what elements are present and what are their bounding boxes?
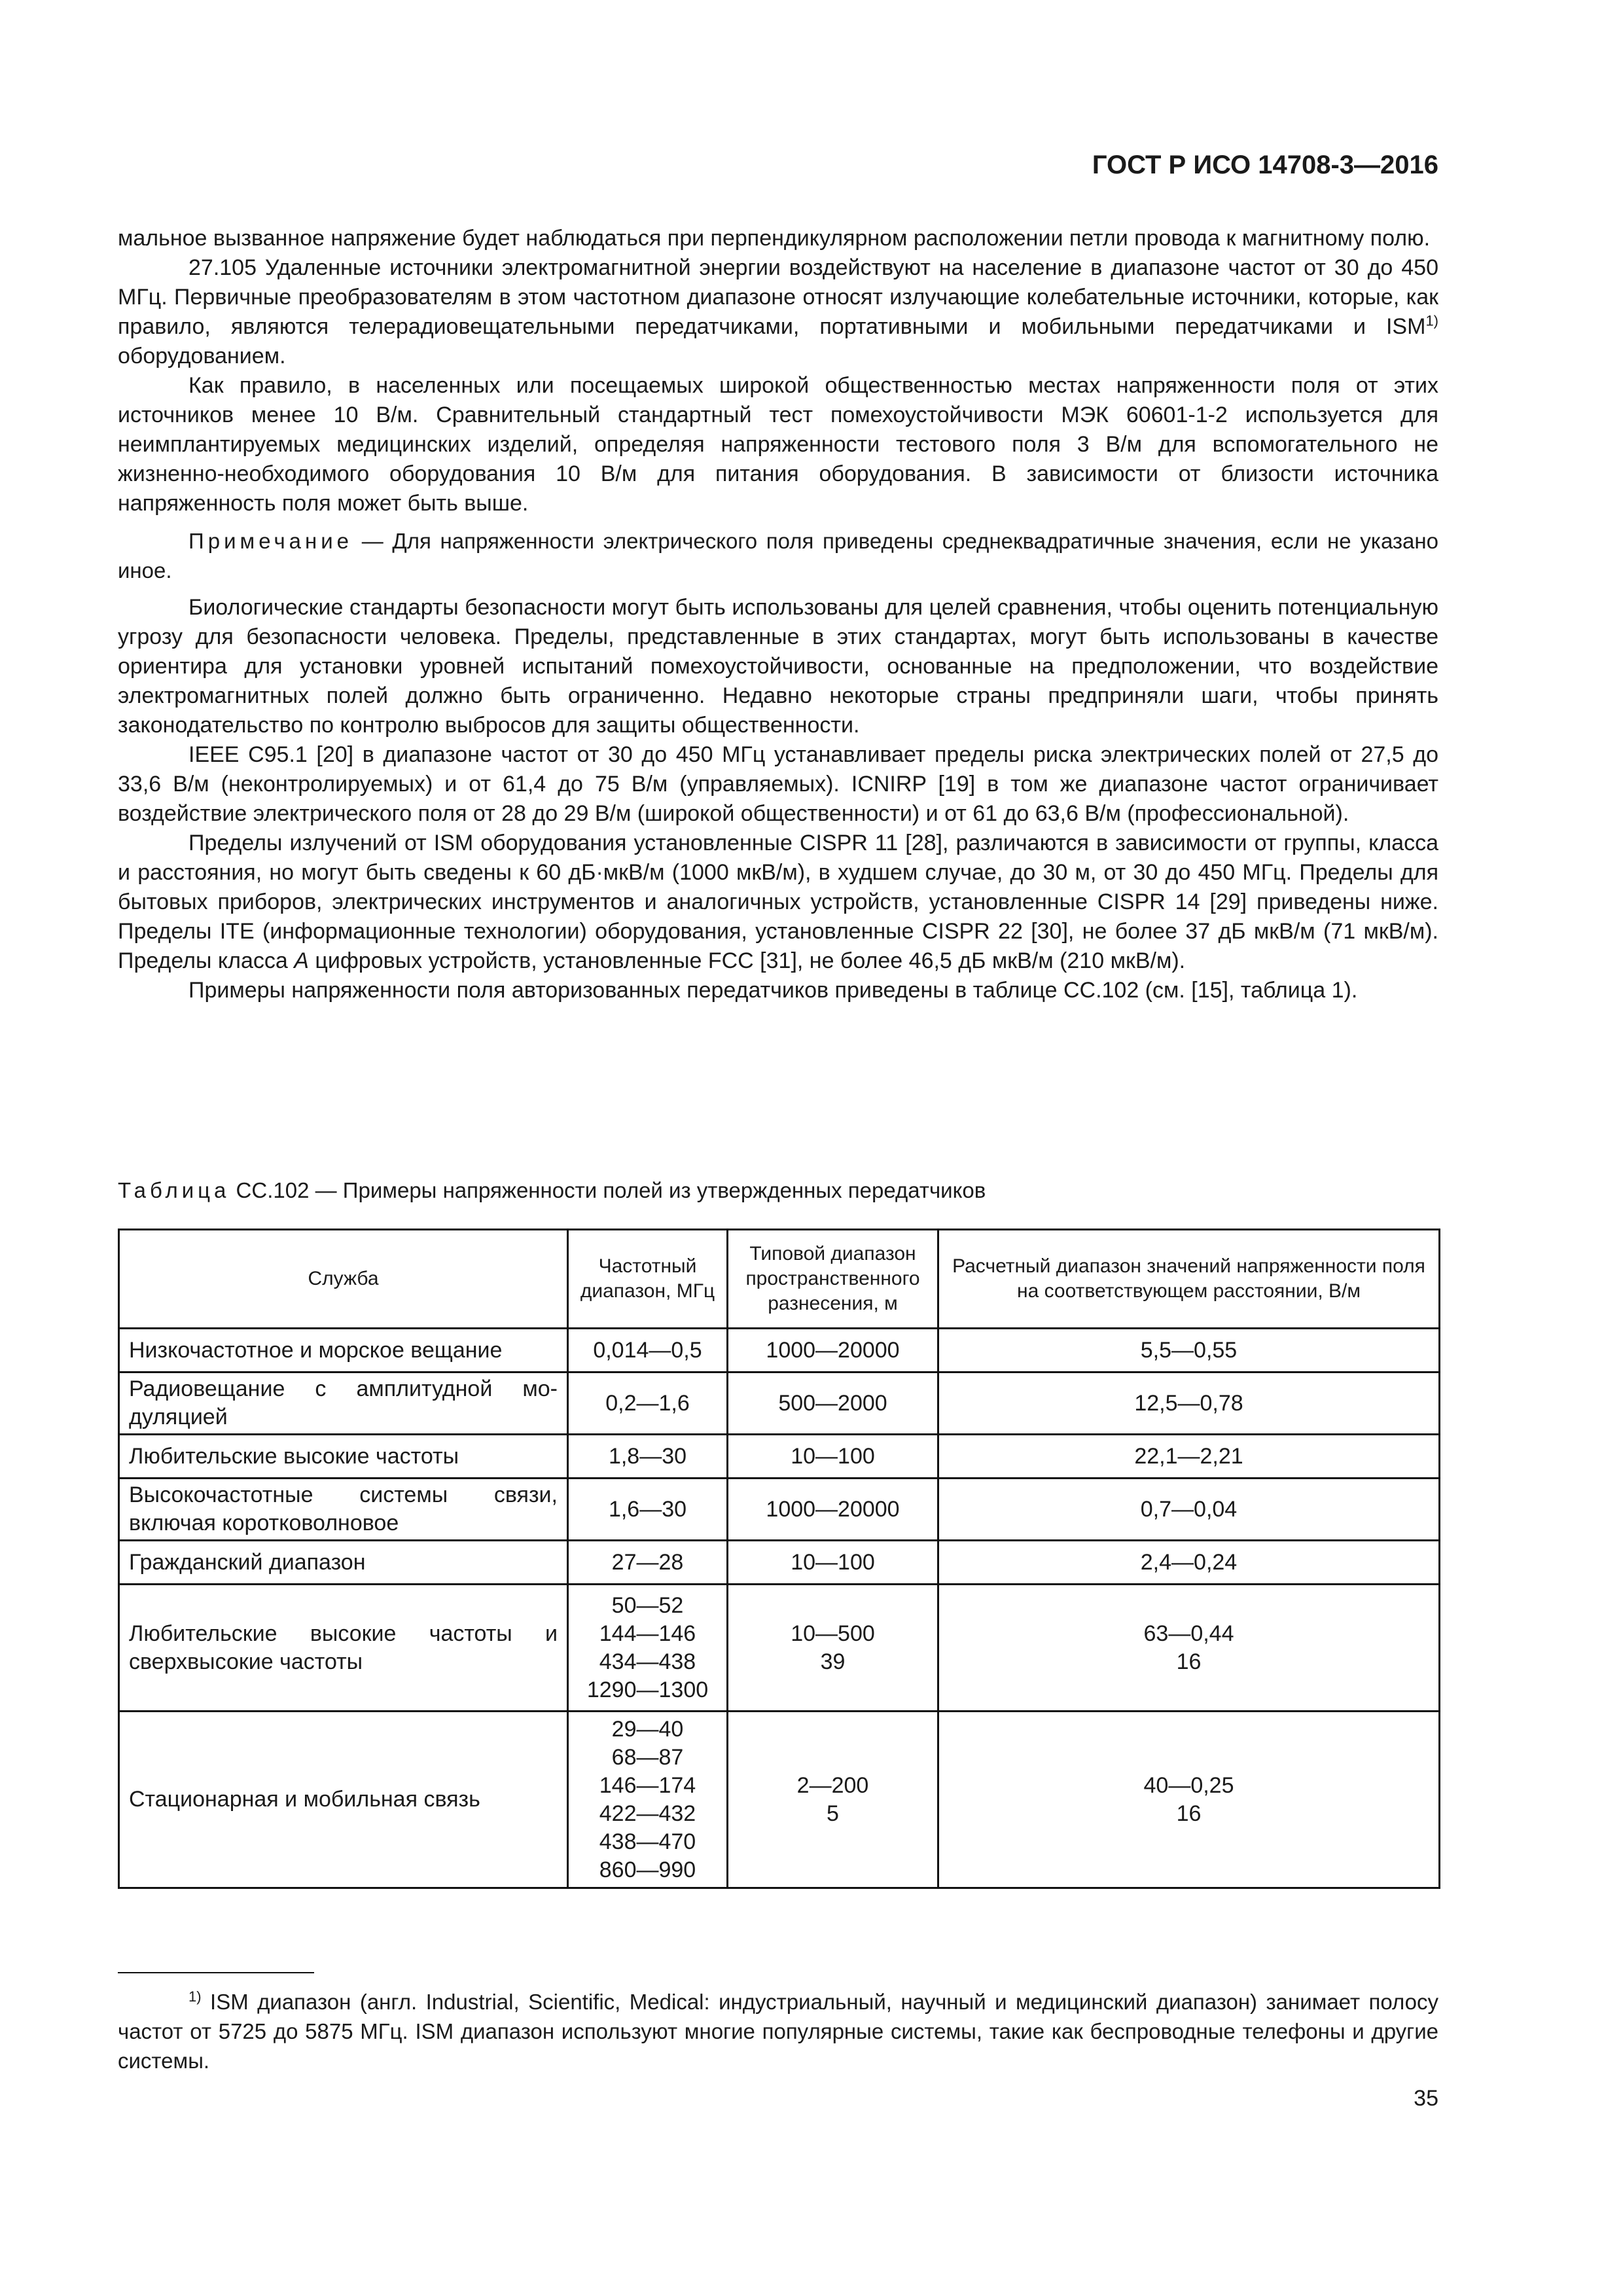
cell-value: 40—0,25 xyxy=(1143,1772,1234,1798)
cell-field xyxy=(938,1372,1440,1435)
cell-frequency xyxy=(568,1585,728,1712)
cell-field xyxy=(938,1541,1440,1585)
paragraph-ieee: IEEE C95.1 [20] в диапазоне частот от 30 до 450 МГц устанавливает пределы риска электрических полей от 27,5 до 33,6 В/м (неконтролируемых) и от 61,4 до 75 В/м (управляемых). ICNIRP [19] в том же диапазоне частот ограничивает воздействие электрического поля от 28 до 29 В/м (широкой общественности) и от 61 до 63,6 В/м (профессиональной). xyxy=(118,742,1438,826)
table-caption-text: CC.102 — Примеры напряженности полей из утвержденных передатчиков xyxy=(230,1178,986,1202)
footnote xyxy=(118,1987,1438,2075)
cell-value: 39 xyxy=(820,1649,846,1674)
cell-field xyxy=(938,1435,1440,1479)
header-distance: Типовой диапазон пространственного разнесения, м xyxy=(728,1230,938,1329)
paragraph-table-reference: Примеры напряженности поля авторизованных передатчиков приведены в таблице CC.102 (см. [15], таблица 1). xyxy=(188,978,1358,1003)
page-number: 35 xyxy=(1414,2086,1438,2111)
cell-frequency xyxy=(568,1712,728,1888)
cell-distance xyxy=(728,1585,938,1712)
cell-distance xyxy=(728,1479,938,1541)
cell-value: 1,8—30 xyxy=(608,1443,687,1469)
cell-service: Любительские высокие частоты xyxy=(119,1435,568,1479)
cell-field xyxy=(938,1712,1440,1888)
cell-value: 2,4—0,24 xyxy=(1140,1549,1238,1575)
cell-value: 1000—20000 xyxy=(766,1337,900,1363)
table-caption xyxy=(118,1175,1438,1205)
paragraph-field-levels: Как правило, в населенных или посещаемых широкой общественностью местах напряженности поля от этих источников менее 10 В/м. Сравнительный стандартный тест помехоустойчивости МЭК 60601-1-2 используется для неимплантируемых медицинских изделий, определяя напряженности тестового поля 3 В/м для вспомогательного не жизненно-необходимого оборудования 10 В/м для питания оборудования. В зависимости от близости источника напряженность поля может быть выше. xyxy=(118,373,1438,516)
cell-value: 1290—1300 xyxy=(586,1677,709,1702)
cell-distance xyxy=(728,1435,938,1479)
cell-service: Высокочастотные системы связи, включая коротковолновое xyxy=(119,1479,568,1541)
footnote-divider xyxy=(118,1972,314,1973)
table-row xyxy=(119,1372,1440,1435)
header-field-strength: Расчетный диапазон значений напряженности поля на соответствующем расстоянии, В/м xyxy=(938,1230,1440,1329)
cell-value: 438—470 xyxy=(599,1829,696,1854)
paragraph-text: 27.105 Удаленные источники электромагнитной энергии воздействуют на население в диапазоне частот от 30 до 450 МГц. Первичные преобразователям в этом частотном диапазоне относят излучающие колебательные источники, которые, как правило, являются телерадиовещательными передатчиками, портативными и мобильными передатчиками и ISM xyxy=(118,255,1438,339)
table-row xyxy=(119,1435,1440,1479)
cell-frequency xyxy=(568,1435,728,1479)
cell-value: 0,2—1,6 xyxy=(605,1390,690,1416)
cell-value: 27—28 xyxy=(611,1549,684,1575)
table-row xyxy=(119,1479,1440,1541)
cell-value: 1,6—30 xyxy=(608,1496,687,1522)
paragraph-text: оборудованием. xyxy=(118,344,286,368)
table-caption-label: Таблица xyxy=(118,1178,230,1202)
cell-value: 0,014—0,5 xyxy=(593,1337,702,1363)
cell-value: 1000—20000 xyxy=(766,1496,900,1522)
italic-class-letter: А xyxy=(294,948,309,973)
cell-service: Низкочастотное и морское вещание xyxy=(119,1329,568,1372)
paragraph-cispr xyxy=(118,829,1438,976)
cell-value: 63—0,44 xyxy=(1143,1621,1234,1646)
cell-service: Гражданский диапазон xyxy=(119,1541,568,1585)
cell-value: 16 xyxy=(1176,1801,1202,1826)
paragraph-text: Пределы излучений от ISM оборудования установленные CISPR 11 [28], различаются в зависимости от группы, класса и расстояния, но могут быть сведены к 60 дБ·мкВ/м (1000 мкВ/м), в худшем случае, до 30 м, от 30 до 450 МГц. Пределы для бытовых приборов, электрических инструментов и аналогичных устройств, установленные CISPR 14 [29] приведены ниже. Пределы ITE (информационные технологии) оборудования, установленные CISPR 22 [30], не более 37 дБ мкВ/м (71 мкВ/м). Пределы класса xyxy=(118,831,1438,973)
footnote-text: ISM диапазон (англ. Industrial, Scientific, Medical: индустриальный, научный и медицинский диапазон) занимает полосу частот от 5725 до 5875 МГц. ISM диапазон используют многие популярные системы, такие как беспроводные телефоны и другие системы. xyxy=(118,1990,1438,2073)
cell-value: 2—200 xyxy=(796,1772,869,1798)
cell-frequency xyxy=(568,1372,728,1435)
cell-value: 16 xyxy=(1176,1649,1202,1674)
header-service: Служба xyxy=(119,1230,568,1329)
cell-value: 50—52 xyxy=(611,1592,684,1618)
note xyxy=(118,526,1438,585)
cell-distance xyxy=(728,1712,938,1888)
cell-field xyxy=(938,1585,1440,1712)
cell-distance xyxy=(728,1541,938,1585)
cell-service: Стационарная и мобильная связь xyxy=(119,1712,568,1888)
cell-value: 29—40 xyxy=(611,1716,684,1742)
cell-value: 22,1—2,21 xyxy=(1134,1443,1243,1469)
footnote-marker: 1) xyxy=(188,1988,202,2005)
cell-value: 144—146 xyxy=(599,1621,696,1646)
paragraph-27-105 xyxy=(118,253,1438,371)
paragraph-biological-standards: Биологические стандарты безопасности могут быть использованы для целей сравнения, чтобы оценить потенциальную угрозу для безопасности человека. Пределы, представленные в этих стандартах, могут быть использованы в качестве ориентира для установки уровней испытаний помехоустойчивости, основанные на предположении, что воздействие электромагнитных полей должно быть ограниченно. Недавно некоторые страны предприняли шаги, чтобы принять законодательство по контролю выбросов для защиты общественности. xyxy=(118,595,1438,738)
cell-service: Радиовещание с амплитудной модуляцией xyxy=(119,1372,568,1435)
cell-service: Любительские высокие частоты и сверхвысокие частоты xyxy=(119,1585,568,1712)
footnote-ref: 1) xyxy=(1425,312,1438,329)
header-frequency: Частотный диапазон, МГц xyxy=(568,1230,728,1329)
cell-value: 12,5—0,78 xyxy=(1134,1390,1243,1416)
cell-frequency xyxy=(568,1541,728,1585)
cell-value: 434—438 xyxy=(599,1649,696,1674)
note-text: — Для напряженности электрического поля приведены среднеквадратичные значения, если не указано иное. xyxy=(118,529,1438,583)
cell-value: 0,7—0,04 xyxy=(1140,1496,1238,1522)
table-row xyxy=(119,1712,1440,1888)
cell-value: 5,5—0,55 xyxy=(1140,1337,1238,1363)
cell-value: 10—500 xyxy=(791,1621,875,1646)
cell-value: 68—87 xyxy=(611,1744,684,1770)
cell-value: 10—100 xyxy=(791,1549,875,1575)
paragraph-continuation: мальное вызванное напряжение будет наблюдаться при перпендикулярном расположении петли провода к магнитному полю. xyxy=(118,226,1431,251)
standard-header: ГОСТ Р ИСО 14708-3—2016 xyxy=(1092,151,1438,179)
cell-value: 10—100 xyxy=(791,1443,875,1469)
table-header-row xyxy=(119,1230,1440,1329)
transmitter-field-table xyxy=(118,1229,1440,1889)
table-row xyxy=(119,1585,1440,1712)
cell-field xyxy=(938,1329,1440,1372)
cell-frequency xyxy=(568,1329,728,1372)
note-label: Примечание xyxy=(188,529,353,553)
cell-frequency xyxy=(568,1479,728,1541)
cell-value: 5 xyxy=(827,1801,839,1826)
cell-value: 500—2000 xyxy=(778,1390,887,1416)
cell-field xyxy=(938,1479,1440,1541)
body-text xyxy=(118,224,1438,1005)
table-row xyxy=(119,1541,1440,1585)
cell-value: 860—990 xyxy=(599,1857,696,1882)
paragraph-text: цифровых устройств, установленные FCC [31], не более 46,5 дБ мкВ/м (210 мкВ/м). xyxy=(308,948,1186,973)
table-row xyxy=(119,1329,1440,1372)
cell-value: 146—174 xyxy=(599,1772,696,1798)
cell-distance xyxy=(728,1372,938,1435)
cell-distance xyxy=(728,1329,938,1372)
cell-value: 422—432 xyxy=(599,1801,696,1826)
